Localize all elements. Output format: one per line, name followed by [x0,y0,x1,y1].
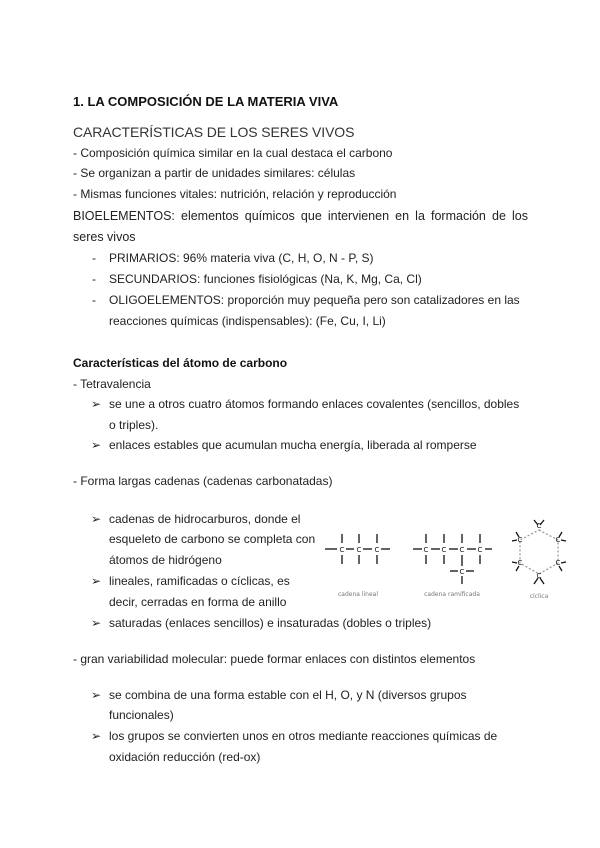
list-item-cont: decir, cerradas en forma de anillo [109,595,287,609]
arrow-bullet: ➢ [91,574,102,588]
list-item: enlaces estables que acumulan mucha energía, liberada al romperse [109,438,477,452]
caption-linear: cadena lineal [337,591,379,598]
caption-cyclic: cíclica [529,593,549,600]
list-item-cont: funcionales) [109,708,174,722]
list-item: PRIMARIOS: 96% materia viva (C, H, O, N - P, S) [109,251,374,265]
carbon-atom: C [423,546,429,554]
list-item: se combina de una forma estable con el H, O, y N (diversos grupos [109,688,467,702]
section-heading: CARACTERÍSTICAS DE LOS SERES VIVOS [73,124,355,140]
list-item: saturadas (enlaces sencillos) e insaturadas (dobles o triples) [109,616,432,630]
list-item: SECUNDARIOS: funciones fisiológicas (Na, K, Mg, Ca, Cl) [109,272,422,286]
list-item: se une a otros cuatro átomos formando enlaces covalentes (sencillos, dobles [109,397,520,411]
list-item-cont: átomos de hidrógeno [109,553,222,567]
arrow-bullet: ➢ [91,397,102,411]
carbon-atom: C [536,522,542,530]
list-item: lineales, ramificadas o cíclicas, es [109,574,290,588]
list-item-cont: reacciones químicas (indispensables): (Fe, Cu, I, Li) [109,314,386,328]
caption-branched: cadena ramificada [424,591,480,598]
carbon-atom: C [517,536,523,544]
characteristic-line: - Composición química similar en la cual destaca el carbono [73,146,393,160]
carbon-atom: C [374,546,380,554]
subsection-heading: Características del átomo de carbono [73,356,288,370]
carbon-atom: C [339,546,345,554]
page-title: 1. LA COMPOSICIÓN DE LA MATERIA VIVA [73,94,339,109]
list-dash: - [92,293,96,307]
list-item-cont: esqueleto de carbono se completa con [109,532,316,546]
carbon-atom: C [517,559,523,567]
carbon-atom: C [441,546,447,554]
carbon-atom: C [555,536,561,544]
list-dash: - [92,272,96,286]
arrow-bullet: ➢ [91,512,102,526]
list-item-cont: o triples). [109,418,159,432]
arrow-bullet: ➢ [91,688,102,702]
property-line: - Forma largas cadenas (cadenas carbonatadas) [73,474,333,488]
list-dash: - [92,251,96,265]
arrow-bullet: ➢ [91,438,102,452]
list-item: OLIGOELEMENTOS: proporción muy pequeña pero son catalizadores en las [109,293,520,307]
arrow-bullet: ➢ [91,616,102,630]
property-line: - Tetravalencia [73,377,151,391]
property-line: - gran variabilidad molecular: puede formar enlaces con distintos elementos [73,652,476,666]
list-item: los grupos se convierten unos en otros mediante reacciones químicas de [109,729,498,743]
list-item: cadenas de hidrocarburos, donde el [109,512,301,526]
carbon-atom: C [555,559,561,567]
carbon-atom: C [536,572,542,580]
carbon-atom: C [459,546,465,554]
list-item-cont: oxidación reducción (red-ox) [109,750,261,764]
bioelementos-definition: BIOELEMENTOS: elementos químicos que intervienen en la formación de los [73,209,528,223]
carbon-chains-diagram [318,512,580,604]
carbon-atom: C [356,546,362,554]
arrow-bullet: ➢ [91,729,102,743]
characteristic-line: - Mismas funciones vitales: nutrición, relación y reproducción [73,187,397,201]
branched-chain [413,534,492,584]
bioelementos-definition-cont: seres vivos [73,230,136,244]
carbon-atom: C [477,546,483,554]
diagram-captions [338,591,549,600]
carbon-atom: C [459,568,465,576]
characteristic-line: - Se organizan a partir de unidades similares: células [73,166,356,180]
